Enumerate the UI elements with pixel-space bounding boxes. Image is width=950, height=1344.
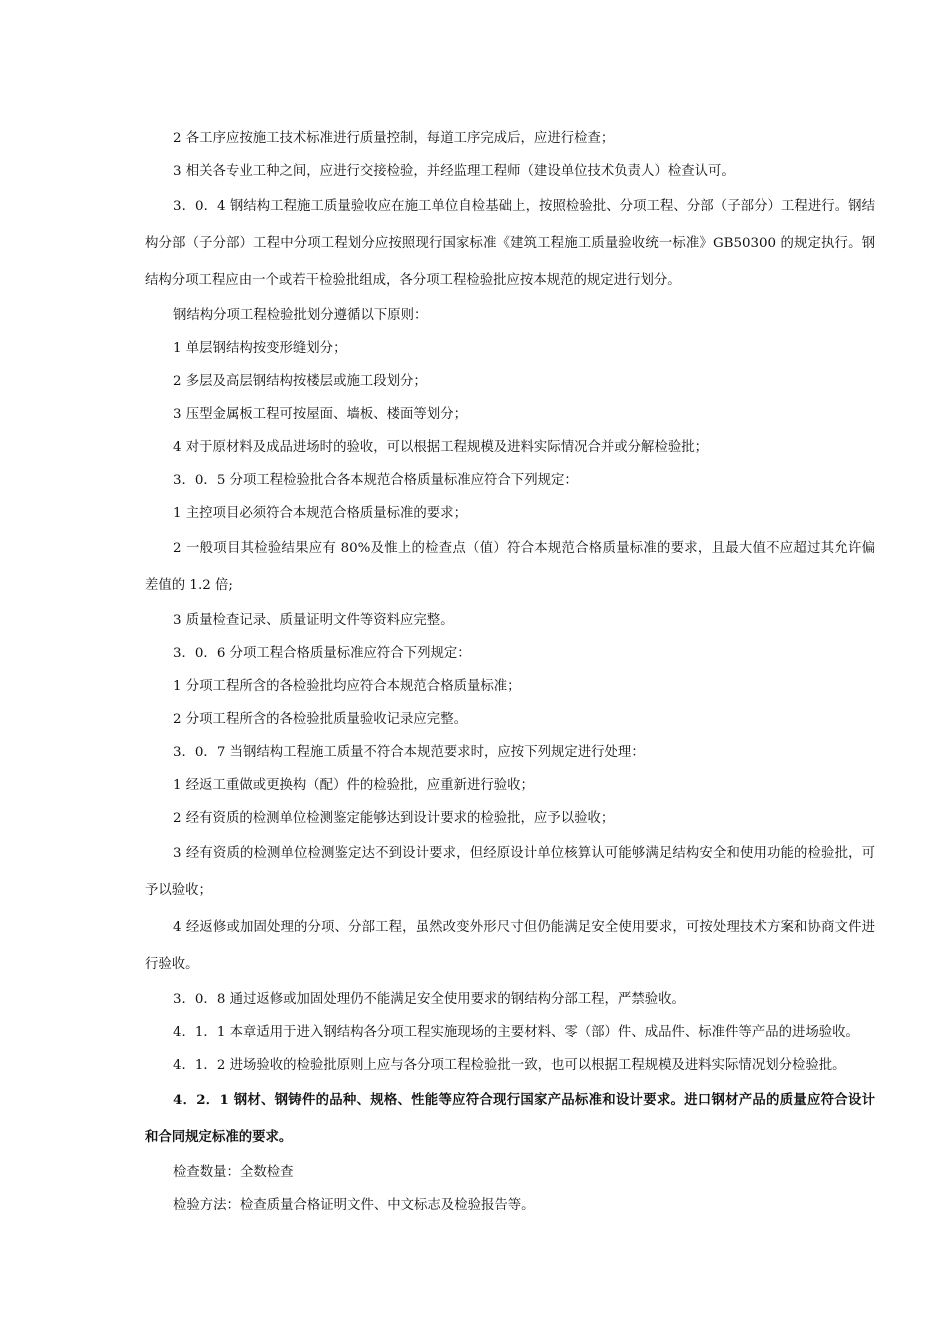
paragraph: 1 单层钢结构按变形缝划分； [173, 341, 347, 356]
paragraph: 3．0．5 分项工程检验批合各本规范合格质量标准应符合下列规定： [173, 473, 578, 488]
paragraph: 3．0．7 当钢结构工程施工质量不符合本规范要求时，应按下列规定进行处理： [173, 745, 645, 760]
paragraph: 钢结构分项工程检验批划分遵循以下原则： [173, 308, 428, 323]
paragraph: 4．1．1 本章适用于进入钢结构各分项工程实施现场的主要材料、零（部）件、成品件、标准件等产品的进场验收。 [173, 1025, 859, 1040]
paragraph: 1 分项工程所含的各检验批均应符合本规范合格质量标准； [173, 679, 521, 694]
paragraph: 检验方法：检查质量合格证明文件、中文标志及检验报告等。 [173, 1198, 535, 1213]
paragraph: 2 各工序应按施工技术标准进行质量控制，每道工序完成后，应进行检查； [173, 131, 615, 146]
paragraph: 3 相关各专业工种之间，应进行交接检验，并经监理工程师（建设单位技术负责人）检查认可。 [173, 164, 735, 179]
document-body [145, 122, 875, 1222]
paragraph: 4．1．2 进场验收的检验批原则上应与各分项工程检验批一致，也可以根据工程规模及进料实际情况划分检验批。 [173, 1058, 846, 1073]
paragraph: 检查数量：全数检查 [173, 1165, 294, 1180]
paragraph: 4 经返修或加固处理的分项、分部工程，虽然改变外形尺寸但仍能满足安全使用要求，可按处理技术方案和协商文件进行验收。 [145, 920, 875, 972]
paragraph: 4 对于原材料及成品进场时的验收，可以根据工程规模及进料实际情况合并或分解检验批； [173, 440, 709, 455]
paragraph: 2 一般项目其检验结果应有 80%及惟上的检查点（值）符合本规范合格质量标准的要求，且最大值不应超过其允许偏差值的 1.2 倍; [145, 541, 875, 593]
paragraph: 1 经返工重做或更换构（配）件的检验批，应重新进行验收； [173, 778, 534, 793]
paragraph: 3．0．4 钢结构工程施工质量验收应在施工单位自检基础上，按照检验批、分项工程、分部（子部分）工程进行。钢结构分部（子分部）工程中分项工程划分应按照现行国家标准《建筑工程施工质量验收统一标准》GB50300 的规定执行。钢结构分项工程应由一个或若干检验批组成，各分项工程检验批应按本规范的规定进行划分。 [145, 199, 875, 288]
paragraph: 4．2．1 钢材、钢铸件的品种、规格、性能等应符合现行国家产品标准和设计要求。进口钢材产品的质量应符合设计和合同规定标准的要求。 [145, 1092, 875, 1145]
paragraph: 3 经有资质的检测单位检测鉴定达不到设计要求，但经原设计单位核算认可能够满足结构安全和使用功能的检验批，可予以验收； [145, 846, 875, 898]
paragraph: 2 经有资质的检测单位检测鉴定能够达到设计要求的检验批，应予以验收； [173, 811, 615, 826]
paragraph: 2 多层及高层钢结构按楼层或施工段划分； [173, 374, 427, 389]
paragraph: 3 质量检查记录、质量证明文件等资料应完整。 [173, 613, 454, 628]
paragraph: 3．0．6 分项工程合格质量标准应符合下列规定： [173, 646, 471, 661]
paragraph: 2 分项工程所含的各检验批质量验收记录应完整。 [173, 712, 467, 727]
paragraph: 3．0．8 通过返修或加固处理仍不能满足安全使用要求的钢结构分部工程，严禁验收。 [173, 992, 685, 1007]
paragraph: 3 压型金属板工程可按屋面、墙板、楼面等划分； [173, 407, 467, 422]
paragraph: 1 主控项目必须符合本规范合格质量标准的要求； [173, 506, 467, 521]
